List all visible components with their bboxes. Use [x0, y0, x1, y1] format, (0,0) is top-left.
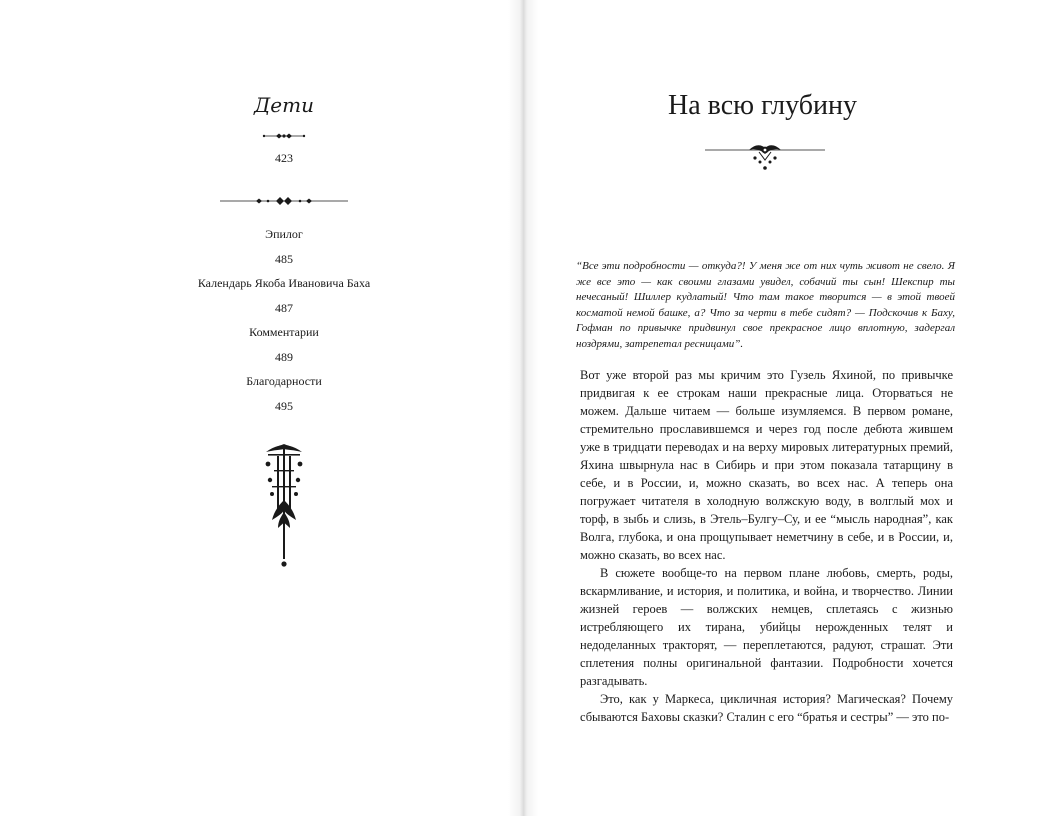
toc-entry-page: 495	[275, 399, 293, 413]
body-paragraph: Это, как у Маркеса, цикличная история? Магическая? Почему сбываются Баховы сказки? Сталин с его “братья и сестры” — это по-	[580, 692, 953, 724]
toc-entry-page: 485	[275, 252, 293, 266]
ornament-divider-icon	[262, 131, 306, 141]
chapter-ornament-icon	[705, 140, 825, 174]
body-paragraph: В сюжете вообще-то на первом плане любовь, смерть, роды, вскармливание, и история, и политика, и война, и творчество. Линии жизней героев — волжских немцев, сплетаясь с жизнью истребляющего их тирана, убийцы нерожденных телят и недоделанных тракторят, — переплетаются, радуют, страшат. Эти сплетения полны оригинальной фантазии. Подробности хочется разгадывать.	[580, 566, 953, 688]
table-of-contents	[0, 226, 568, 422]
toc-entry	[0, 275, 568, 324]
toc-entry-title: Календарь Якоба Ивановича Баха	[197, 276, 371, 290]
fleuron-ornament-icon	[260, 440, 308, 570]
body-paragraph: Вот уже второй раз мы кричим это Гузель Яхиной, по привычке придвигая к ее строкам наши прекрасные лица. Оторваться не можем. Дальше читаем — больше изумляемся. В первом романе, стремительно прославившемся и через год после дебюта жившем уже в тридцати переводах и на верху мировых литературных премий, Яхина швырнула нас в Сибирь и при этом показала татарщину в себе, и в России, и, можно сказать, во всех нас. А теперь она погружает читателя в холодную волжскую воду, в волглый мох и торф, в зыбь и слизь, в Этель–Булгу–Су, и ее “мысль народная”, как Волга, глубока, и она прощупывает неметчину в себе, и в России, и, можно сказать, во всех нас.	[580, 368, 953, 562]
contents-heading: Дети	[254, 93, 314, 117]
toc-entry	[0, 324, 568, 373]
contents-heading-page: 423	[275, 151, 293, 165]
chapter-body	[580, 366, 953, 726]
toc-entry-page: 487	[275, 301, 293, 315]
book-gutter	[508, 0, 538, 816]
toc-entry	[0, 226, 568, 275]
toc-entry-title: Эпилог	[265, 227, 303, 241]
toc-entry-title: Благодарности	[246, 374, 322, 388]
epigraph: “Все эти подробности — откуда?! У меня же от них чуть живот не свело. Я же все это — как своими глазами увидел, собачий ты сын! Шекспир ты нечесаный! Шиллер кудлатый! Что там такое творится — в этой твоей косматой немой башке, а? Что за черти в тебе сидят? — Подскочив к Баху, Гофман по привычке придвинул свое прекрасное лицо вплотную, задергал ноздрями, затрепетал ресницами”.	[576, 260, 955, 350]
toc-entry	[0, 373, 568, 422]
toc-entry-page: 489	[275, 350, 293, 364]
ornament-divider-icon	[220, 195, 348, 207]
toc-entry-title: Комментарии	[249, 325, 319, 339]
chapter-title: На всю глубину	[668, 90, 857, 121]
